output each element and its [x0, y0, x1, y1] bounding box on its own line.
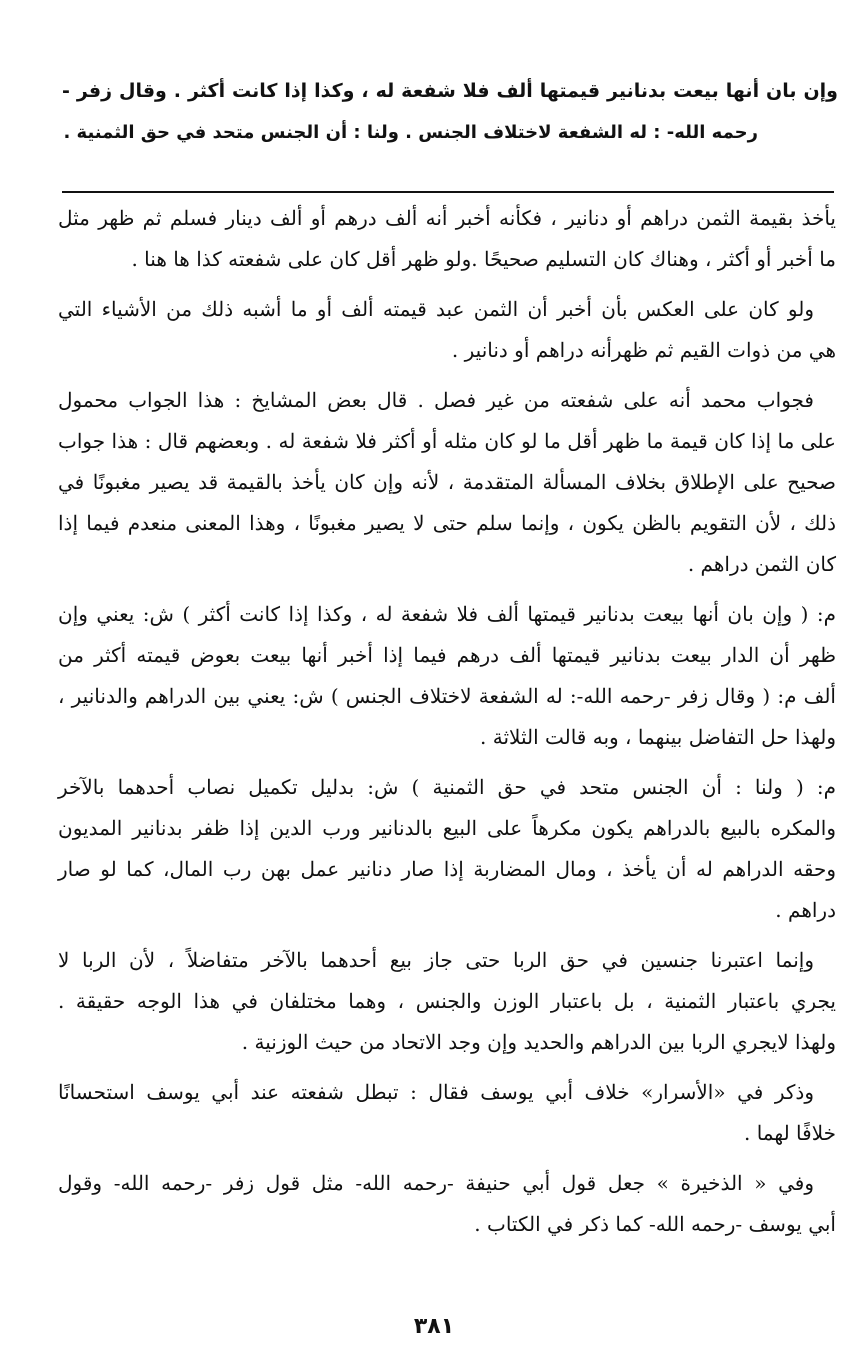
commentary-line: ما أخبر أو أكثر ، وهناك كان التسليم صحيحًا .ولو ظهر أقل كان على شفعته كذا ها هنا . — [131, 247, 836, 271]
page-number: ٣٨١ — [413, 1314, 455, 1339]
commentary-line: م: ( ولنا : أن الجنس متحد في حق الثمنية ) ش: بدليل تكميل نصاب أحدهما بالآخر — [58, 775, 836, 799]
commentary-paragraph — [58, 1163, 836, 1245]
commentary-paragraph — [58, 1072, 836, 1154]
commentary-line: ولهذا حل التفاضل بينهما ، وبه قالت الثلاثة . — [480, 725, 836, 749]
commentary-line: كان الثمن دراهم . — [687, 552, 836, 576]
commentary-line: ظهر أن الدار بيعت بدنانير قيمتها ألف درهم فيما إذا أخبر أنها بيعت بعوض قيمته أكثر من — [58, 643, 836, 667]
commentary-line: دراهم . — [775, 898, 836, 922]
commentary-line: على ما إذا كان قيمة ما ظهر أقل ما لو كان مثله أو أكثر فلا شفعة له . وبعضهم قال : هذا جواب — [58, 429, 836, 453]
main-text-block — [62, 70, 838, 154]
commentary-line: يأخذ بقيمة الثمن دراهم أو دنانير ، فكأنه أخبر أنه ألف درهم أو ألف دينار فسلم ثم ظهر مثل — [58, 206, 836, 230]
commentary-line: والمكره بالبيع بالدراهم يكون مكرهاً على البيع بالدنانير ورب الدين إذا ظفر بدنانير المديون — [58, 816, 836, 840]
commentary-line: صحيح على الإطلاق بخلاف المسألة المتقدمة ، لأنه وإن كان يأخذ بالقيمة قد يصير مغبونًا في — [58, 470, 836, 494]
commentary-block — [58, 198, 836, 1254]
commentary-paragraph — [58, 289, 836, 371]
main-text-line: رحمه الله- : له الشفعة لاختلاف الجنس . ولنا : أن الجنس متحد في حق الثمنية . — [63, 122, 758, 143]
commentary-paragraph — [58, 198, 836, 280]
commentary-line: ألف م: ( وقال زفر -رحمه الله-: له الشفعة لاختلاف الجنس ) ش: يعني بين الدراهم والدنانير ، — [58, 684, 836, 708]
commentary-line: فجواب محمد أنه على شفعته من غير فصل . قال بعض المشايخ : هذا الجواب محمول — [58, 388, 814, 412]
commentary-line: ولو كان على العكس بأن أخبر أن الثمن عبد قيمته ألف أو ما أشبه ذلك من الأشياء التي — [58, 297, 814, 321]
separator-rule — [62, 191, 834, 193]
commentary-line: هي من ذوات القيم ثم ظهرأنه دراهم أو دنانير . — [451, 338, 836, 362]
commentary-line: وحقه الدراهم له أن يأخذ ، ومال المضاربة إذا صار دنانير عمل بهن رب المال، كما لو صار — [58, 857, 836, 881]
commentary-paragraph — [58, 940, 836, 1063]
commentary-paragraph — [58, 767, 836, 931]
commentary-line: أبي يوسف -رحمه الله- كما ذكر في الكتاب . — [474, 1212, 836, 1236]
commentary-line: خلافًا لهما . — [744, 1121, 836, 1145]
commentary-line: يجري باعتبار الثمنية ، بل باعتبار الوزن والجنس ، وهما مختلفان في هذا الوجه حقيقة . — [58, 989, 836, 1013]
commentary-line: وفي « الذخيرة » جعل قول أبي حنيفة -رحمه الله- مثل قول زفر -رحمه الله- وقول — [58, 1171, 814, 1195]
commentary-line: ذلك ، لأن التقويم بالظن يكون ، وإنما سلم حتى لا يصير مغبونًا ، وهذا المعنى منعدم فيما إذا — [58, 511, 836, 535]
commentary-line: وذكر في «الأسرار» خلاف أبي يوسف فقال : تبطل شفعته عند أبي يوسف استحسانًا — [58, 1080, 814, 1104]
commentary-line: وإنما اعتبرنا جنسين في حق الربا حتى جاز بيع أحدهما بالآخر متفاضلاً ، لأن الربا لا — [58, 948, 814, 972]
main-text-line: وإن بان أنها بيعت بدنانير قيمتها ألف فلا شفعة له ، وكذا إذا كانت أكثر . وقال زفر - — [62, 80, 838, 102]
commentary-line: م: ( وإن بان أنها بيعت بدنانير قيمتها ألف فلا شفعة له ، وكذا إذا كانت أكثر ) ش: يعني وإن — [58, 602, 836, 626]
commentary-paragraph — [58, 594, 836, 758]
commentary-paragraph — [58, 380, 836, 585]
commentary-line: ولهذا لايجري الربا بين الدراهم والحديد وإن وجد الاتحاد من حيث الوزنية . — [241, 1030, 836, 1054]
